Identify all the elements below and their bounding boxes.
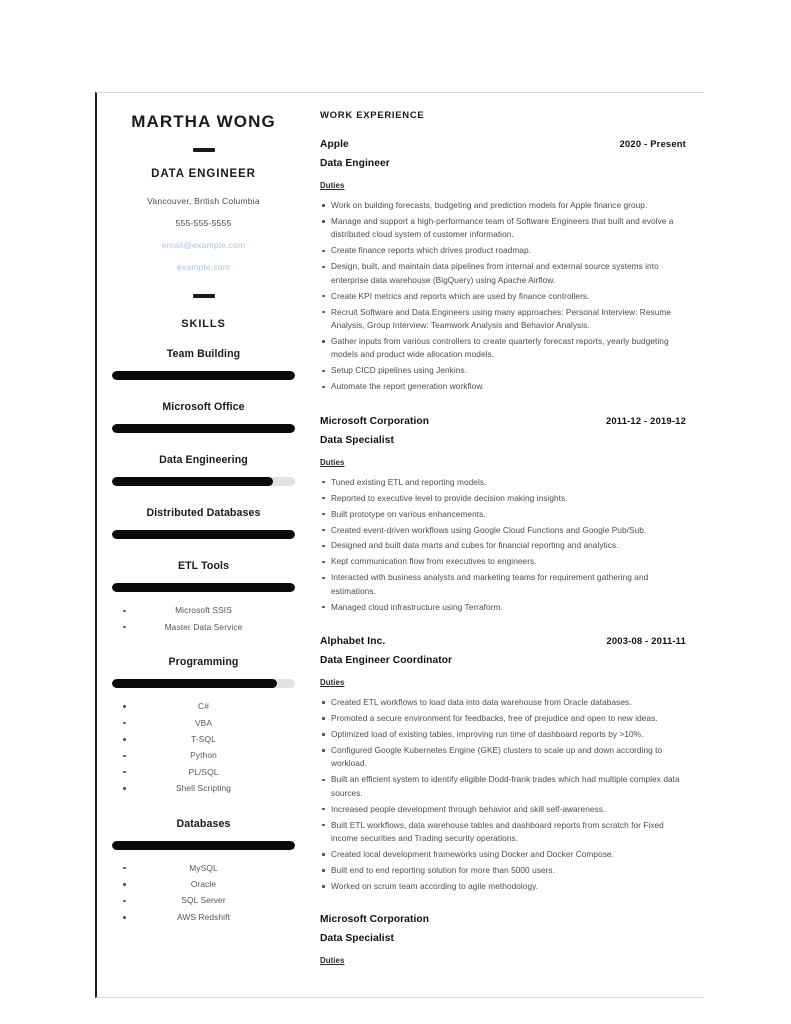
duty-item: Reported to executive level to provide decision making insights. <box>320 492 686 505</box>
job-dates: 2020 - Present <box>619 138 686 149</box>
duty-item: Design, built, and maintain data pipelines from internal and external source systems into enterprise data warehouse (BigQuery) using Apache Airflow. <box>320 260 686 287</box>
skill-block <box>109 454 298 486</box>
list-item: MySQL <box>109 860 298 876</box>
duty-item: Optimized load of existing tables, improving run time of dashboard reports by >10%. <box>320 728 686 741</box>
list-item: C# <box>109 698 298 714</box>
skill-item-list <box>109 698 298 796</box>
job-company: Alphabet Inc. <box>320 636 386 648</box>
skill-level-bar <box>112 530 295 539</box>
list-item: Microsoft SSIS <box>109 602 298 618</box>
job-header <box>320 415 686 427</box>
skill-item-list <box>109 860 298 926</box>
duties-label: Duties <box>320 181 345 190</box>
skill-level-bar <box>112 424 295 433</box>
skill-level-bar <box>112 841 295 850</box>
duty-item: Designed and built data marts and cubes for financial reporting and analytics. <box>320 539 686 552</box>
duty-item: Worked on scrum team according to agile methodology. <box>320 880 686 893</box>
divider-dash-top <box>193 148 215 152</box>
job-dates: 2003-08 - 2011-11 <box>606 635 686 647</box>
list-item: PL/SQL <box>109 764 298 780</box>
duty-item: Promoted a secure environment for feedbacks, free of prejudice and open to new ideas. <box>320 712 686 725</box>
duty-list <box>320 696 686 893</box>
contact-website-link[interactable]: example.com <box>176 261 231 272</box>
skill-level-fill <box>112 583 295 592</box>
duty-item: Interacted with business analysts and marketing teams for requirement gathering and estimations. <box>320 571 686 598</box>
skills-heading: SKILLS <box>181 318 226 331</box>
skill-name: Microsoft Office <box>162 401 245 414</box>
resume-sidebar <box>97 93 310 997</box>
job-company: Microsoft Corporation <box>320 914 430 926</box>
contact-location: Vancouver, British Columbia <box>147 196 260 207</box>
contact-email-link[interactable]: email@example.com <box>161 239 246 250</box>
duty-item: Built an efficient system to identify eligible Dodd-frank trades which had multiple complex data sources. <box>320 773 686 800</box>
duty-item: Recruit Software and Data Engineers using many approaches: Personal Interview: Resume Analysis, Group Interview: Teamwork Analysis and Behavior Analysis. <box>320 306 686 333</box>
work-experience-heading: WORK EXPERIENCE <box>320 110 425 121</box>
job-company: Microsoft Corporation <box>320 415 430 427</box>
duty-item: Created ETL workflows to load data into data warehouse from Oracle databases. <box>320 696 686 709</box>
skill-name: Programming <box>168 656 239 669</box>
duties-label: Duties <box>320 956 345 966</box>
skill-level-bar <box>112 477 295 486</box>
duty-item: Gather inputs from various controllers to create quarterly forecast reports, yearly budgeting models and product wide allocation models. <box>320 335 686 362</box>
skill-block <box>109 401 298 433</box>
duty-item: Setup CICD pipelines using Jenkins. <box>320 364 686 377</box>
job-dates: 2011-12 - 2019-12 <box>605 414 686 426</box>
skill-name: Data Engineering <box>159 454 248 467</box>
skill-level-bar <box>112 583 295 592</box>
duties-label: Duties <box>320 678 345 688</box>
duty-item: Tuned existing ETL and reporting models. <box>320 476 686 489</box>
skill-name: ETL Tools <box>177 560 230 573</box>
job-header <box>320 914 686 925</box>
skill-block <box>109 348 298 380</box>
job-entry <box>320 415 686 614</box>
duty-item: Managed cloud infrastructure using Terraform. <box>320 601 686 614</box>
skill-block <box>109 656 298 796</box>
duty-item: Created local development frameworks using Docker and Docker Compose. <box>320 848 686 861</box>
duty-item: Built prototype on various enhancements. <box>320 508 686 521</box>
list-item: VBA <box>109 715 298 731</box>
job-entry <box>320 138 686 394</box>
job-role: Data Specialist <box>320 434 394 446</box>
list-item: Master Data Service <box>109 619 298 635</box>
list-item: Python <box>109 747 298 763</box>
duty-list <box>320 476 686 614</box>
list-item: T-SQL <box>109 731 298 747</box>
jobs-container <box>320 138 686 974</box>
skill-item-list <box>109 602 298 635</box>
duty-item: Configured Google Kubernetes Engine (GKE) clusters to scale up and down according to workload. <box>320 744 686 771</box>
resume-page <box>95 92 704 998</box>
candidate-job-title: DATA ENGINEER <box>151 168 256 181</box>
duty-item: Created event-driven workflows using Google Cloud Functions and Google Pub/Sub. <box>320 524 686 537</box>
duty-item: Kept communication flow from executives to engineers. <box>320 555 686 568</box>
duty-item: Built end to end reporting solution for more than 5000 users. <box>320 864 686 877</box>
job-entry <box>320 635 686 893</box>
skill-block <box>109 818 298 926</box>
contact-phone: 555-555-5555 <box>175 218 232 229</box>
job-entry <box>320 914 686 974</box>
duty-item: Create finance reports which drives product roadmap. <box>320 244 686 257</box>
list-item: Shell Scripting <box>109 780 298 796</box>
duty-item: Built ETL workflows, data warehouse tables and dashboard reports from scratch for Fixed income securities and Trading security operations. <box>320 819 686 846</box>
duty-item: Create KPI metrics and reports which are used by finance controllers. <box>320 290 686 303</box>
skill-block <box>109 507 298 539</box>
skill-level-bar <box>112 679 295 688</box>
skills-container <box>109 348 298 925</box>
skill-level-fill <box>112 841 295 850</box>
skill-block <box>109 560 298 635</box>
duty-item: Increased people development through behavior and skill self-awareness. <box>320 803 686 816</box>
list-item: Oracle <box>109 876 298 892</box>
skill-level-fill <box>112 371 295 380</box>
duty-list <box>320 199 686 394</box>
skill-level-fill <box>112 477 273 486</box>
duty-item: Work on building forecasts, budgeting and prediction models for Apple finance group. <box>320 199 686 212</box>
skill-level-bar <box>112 371 295 380</box>
skill-name: Databases <box>176 817 231 830</box>
divider-dash-skills <box>193 294 215 298</box>
skill-name: Team Building <box>166 348 241 361</box>
job-company: Apple <box>320 139 349 150</box>
job-header <box>320 635 686 647</box>
duties-label: Duties <box>320 457 345 467</box>
candidate-name: MARTHA WONG <box>131 112 276 131</box>
skill-name: Distributed Databases <box>146 507 261 520</box>
duty-item: Automate the report generation workflow. <box>320 380 686 393</box>
duty-item: Manage and support a high-performance team of Software Engineers that built and evolve a distributed cloud system of customer information. <box>320 215 686 242</box>
job-role: Data Engineer <box>320 158 390 169</box>
job-header <box>320 138 686 150</box>
list-item: SQL Server <box>109 892 298 908</box>
skill-level-fill <box>112 679 277 688</box>
list-item: AWS Redshift <box>109 909 298 925</box>
job-role: Data Specialist <box>320 933 394 945</box>
skill-level-fill <box>112 530 295 539</box>
work-experience-column <box>310 93 704 997</box>
job-role: Data Engineer Coordinator <box>320 655 453 667</box>
skill-level-fill <box>112 424 295 433</box>
